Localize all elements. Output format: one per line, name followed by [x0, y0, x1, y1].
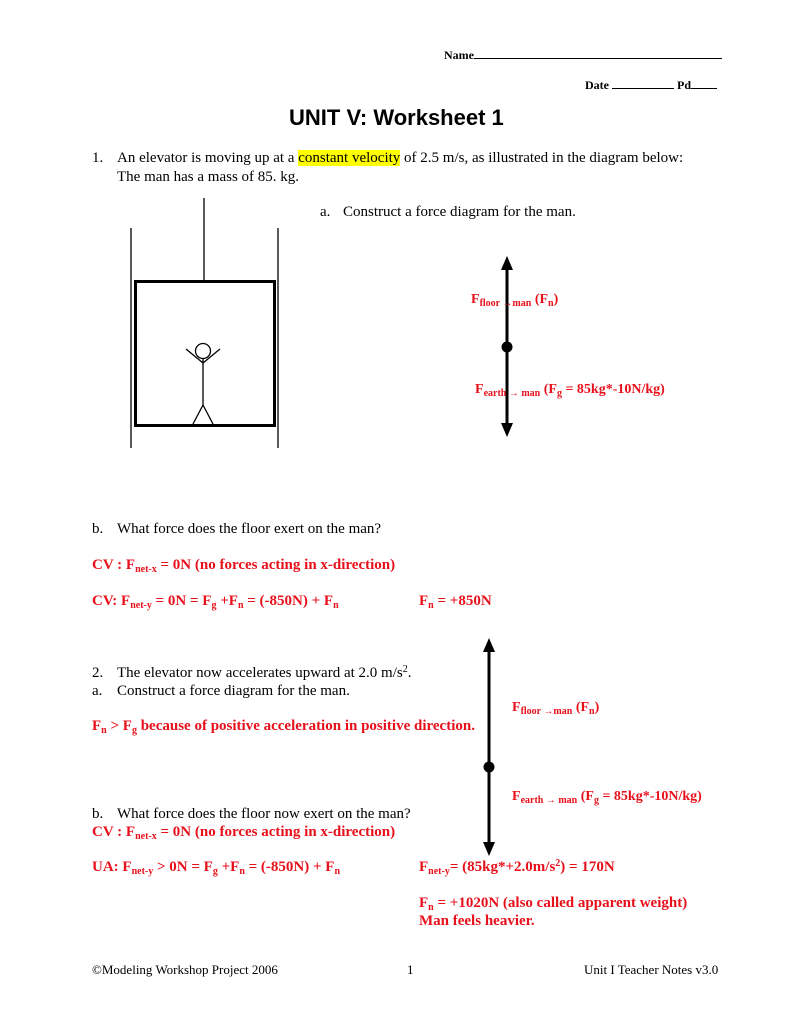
page-title: UNIT V: Worksheet 1	[289, 105, 504, 130]
q2-answer-x: CV : $F_{net-x} = 0N$ (no forces acting in x-direction)	[92, 824, 396, 842]
pd-label: Pd	[677, 78, 692, 92]
q1-text-before: An elevator is moving up at a	[117, 150, 295, 166]
q2-answer-fnet: $F_{net-y}= (85kg*+2.0m/s^2) = 170N$	[419, 858, 615, 877]
q2-part-a-letter: a.	[92, 683, 103, 699]
q1-text-after: of 2.5 m/s, as illustrated in the diagram below:	[404, 150, 684, 166]
fd1-arrow-down	[501, 423, 513, 437]
q2-reason: $F_n > F_g$ because of positive acceleration in positive direction.	[92, 718, 475, 736]
fd2-arrow-down	[483, 842, 495, 856]
fd1-arrow-up	[501, 256, 513, 270]
fd2-arrow-up	[483, 638, 495, 652]
date-label: Date	[585, 78, 609, 92]
q1-part-b-text: What force does the floor exert on the man?	[117, 521, 382, 537]
q1-answer-fn: $F_n = +850N$	[419, 593, 492, 611]
q1-number: 1.	[92, 150, 104, 166]
stick-figure-man	[186, 344, 220, 425]
q1-part-a-text: Construct a force diagram for the man.	[343, 204, 576, 220]
force-diagram-1	[501, 256, 513, 437]
footer-notes: Unit I Teacher Notes v3.0	[584, 962, 719, 977]
q2-part-a-text: Construct a force diagram for the man.	[117, 683, 350, 699]
q2-part-b-letter: b.	[92, 806, 104, 822]
q2-answer-fn: $F_n = +1020N$ (also called apparent weight)	[419, 895, 688, 913]
footer-page-number: 1	[407, 962, 414, 977]
fd2-point-mass	[484, 762, 495, 773]
q1-line2: The man has a mass of 85. kg.	[117, 169, 300, 185]
q1-part-b-letter: b.	[92, 521, 104, 537]
q1-part-a-letter: a.	[320, 204, 331, 220]
q2-text: The elevator now accelerates upward at 2.0 $m/s^2$.	[117, 664, 412, 681]
fd1-label-gravity: $F_{earth \to man}$ $(F_g = 85kg*-10N/kg)$	[475, 382, 665, 399]
fd2-label-normal: $F_{floor \to man}$ $(F_n)$	[512, 700, 600, 717]
q2-part-b-text: What force does the floor now exert on the man?	[117, 806, 411, 822]
q1-answer-y: CV: $F_{net-y} = 0N = F_g +F_n = (-850N) + F_n$	[92, 593, 339, 611]
fd2-label-gravity: $F_{earth \to man}$ $(F_g = 85kg*-10N/kg)$	[512, 789, 702, 806]
name-label: Name	[444, 48, 474, 62]
q2-answer-conclusion: Man feels heavier.	[419, 913, 535, 929]
elevator-car	[136, 282, 275, 426]
q2-answer-y: UA: $F_{net-y} > 0N = F_g +F_n = (-850N) + F_n$	[92, 859, 341, 877]
footer-copyright: ©Modeling Workshop Project 2006	[92, 962, 278, 977]
q1-answer-x: CV : $F_{net-x} = 0N$ (no forces acting in x-direction)	[92, 557, 396, 575]
q2-number: 2.	[92, 665, 104, 681]
fd1-label-normal: $F_{floor \to man}$ $(F_n)$	[471, 292, 559, 309]
q1-highlight: constant velocity	[298, 150, 401, 166]
force-diagram-2	[483, 638, 495, 856]
fd1-point-mass	[502, 342, 513, 353]
